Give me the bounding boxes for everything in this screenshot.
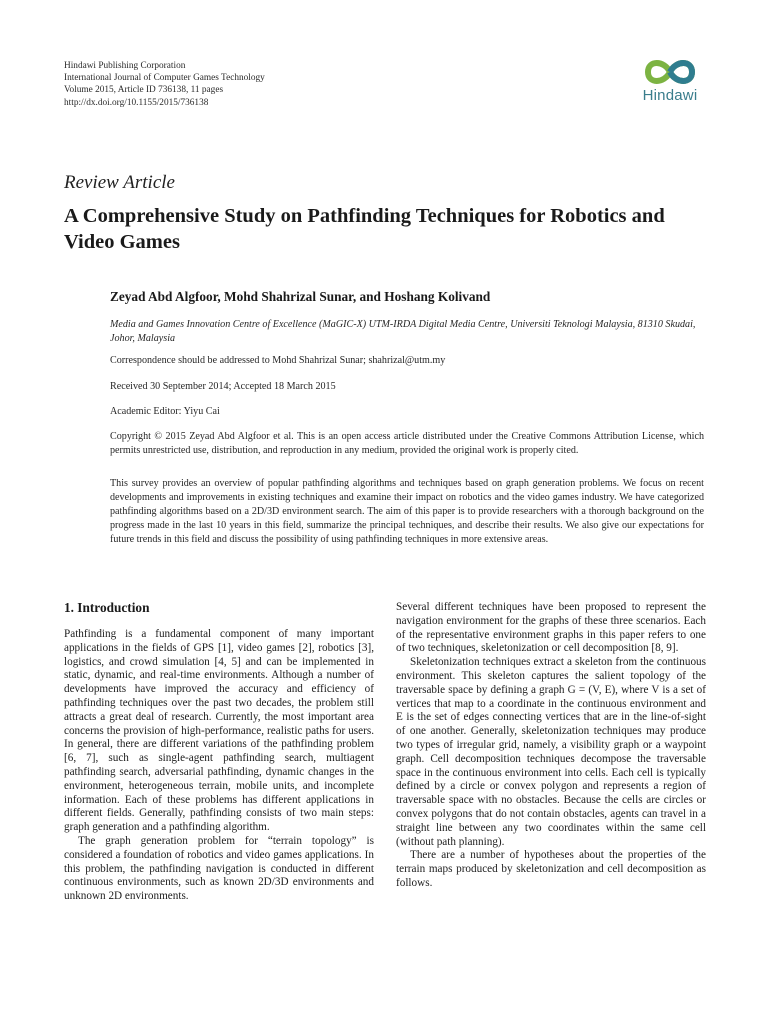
- copyright-notice: Copyright © 2015 Zeyad Abd Algfoor et al. This is an open access article distributed under the Creative Commons Attribution License, which permits unrestricted use, distribution, and reproduction in any medium, provided the original work is properly cited.: [110, 431, 704, 456]
- logo-text: Hindawi: [642, 87, 698, 104]
- doi-link[interactable]: http://dx.doi.org/10.1155/2015/736138: [64, 97, 209, 108]
- article-type: Review Article: [64, 172, 175, 193]
- affiliation: Media and Games Innovation Centre of Excellence (MaGIC-X) UTM-IRDA Digital Media Centre, Universiti Teknologi Malaysia, 81310 Skudai, Johor, Malaysia: [110, 319, 696, 344]
- right-column: [396, 601, 706, 891]
- volume-info: Volume 2015, Article ID 736138, 11 pages: [64, 85, 224, 96]
- paper-title: A Comprehensive Study on Pathfinding Techniques for Robotics and Video Games: [64, 205, 665, 253]
- received-dates: Received 30 September 2014; Accepted 18 March 2015: [110, 381, 336, 392]
- publisher-name: Hindawi Publishing Corporation: [64, 61, 186, 71]
- left-column: [64, 628, 374, 904]
- academic-editor: Academic Editor: Yiyu Cai: [110, 406, 220, 417]
- author-list: Zeyad Abd Algfoor, Mohd Shahrizal Sunar, and Hoshang Kolivand: [110, 289, 491, 304]
- paragraph: Several different techniques have been proposed to represent the navigation environment for the graphs of these three scenarios. Each of the representative environment graphs in this paper refers to one of two techniques, skeletonization or cell decomposition [8, 9].: [396, 601, 706, 655]
- paragraph: There are a number of hypotheses about the properties of the terrain maps produced by skeletonization and cell decomposition as follows.: [396, 849, 706, 889]
- hindawi-logo: [634, 56, 710, 112]
- paragraph: Skeletonization techniques extract a skeleton from the continuous environment. This skeleton captures the salient topology of the traversable space by defining a graph G = (V, E), where V is a set of vertices that map to a coordinate in the continuous environment and E is the set of edges connecting vertices that are in the line-of-sight of one another. Generally, skeletonization techniques may produce two types of irregular grid, namely, a visibility graph or a waypoint graph. Cell decomposition techniques decompose the traversable space in the continuous environment into cells. Each cell is typically defined by a circle or convex polygon and represents a region of traversable space with no obstacles. Because the cells are circles or convex polygons that do not contain obstacles, agents can travel in a straight line between any two coordinates within the same cell (without path planning).: [396, 656, 706, 848]
- journal-header: [64, 60, 265, 109]
- abstract: This survey provides an overview of popular pathfinding algorithms and techniques based on graph generation problems. We focus on recent developments and improvements in existing techniques and examine their impact on robotics and the video games industry. We have categorized pathfinding algorithms based on a 2D/3D environment search. The aim of this paper is to provide researchers with a thorough background on the progress made in the last 10 years in this field, summarize the principal techniques, and describe their results. We also give our expectations for future trends in this field and discuss the possibility of using pathfinding techniques in more extensive areas.: [110, 478, 704, 545]
- section-heading-introduction: 1. Introduction: [64, 600, 150, 615]
- journal-name: International Journal of Computer Games Technology: [64, 73, 265, 84]
- paragraph: The graph generation problem for “terrain topology” is considered a foundation of robotics and video games applications. In this problem, the pathfinding navigation is conducted in different continuous environments, such as known 2D/3D environments and unknown 2D environments.: [64, 834, 374, 903]
- hindawi-rings-icon: [640, 56, 700, 88]
- correspondence: Correspondence should be addressed to Mohd Shahrizal Sunar; shahrizal@utm.my: [110, 355, 446, 366]
- paragraph: Pathfinding is a fundamental component of many important applications in the fields of GPS [1], video games [2], robotics [3], logistics, and crowd simulation [4, 5] and can be implemented in static, dynamic, and real-time environments. Although a number of developments have improved the accuracy and efficiency of pathfinding techniques over the past two decades, the problem still attracts a great deal of research. Currently, the most important area concerns the provision of high-performance, realistic paths for users. In general, there are different variations of the pathfinding problem [6, 7], such as single-agent pathfinding search, multiagent pathfinding search, adversarial pathfinding, dynamic changes in the environment, heterogeneous terrain, mobile units, and incomplete information. Each of these problems has different applications in different fields. Generally, pathfinding consists of two main steps: graph generation and a pathfinding algorithm.: [64, 628, 374, 834]
